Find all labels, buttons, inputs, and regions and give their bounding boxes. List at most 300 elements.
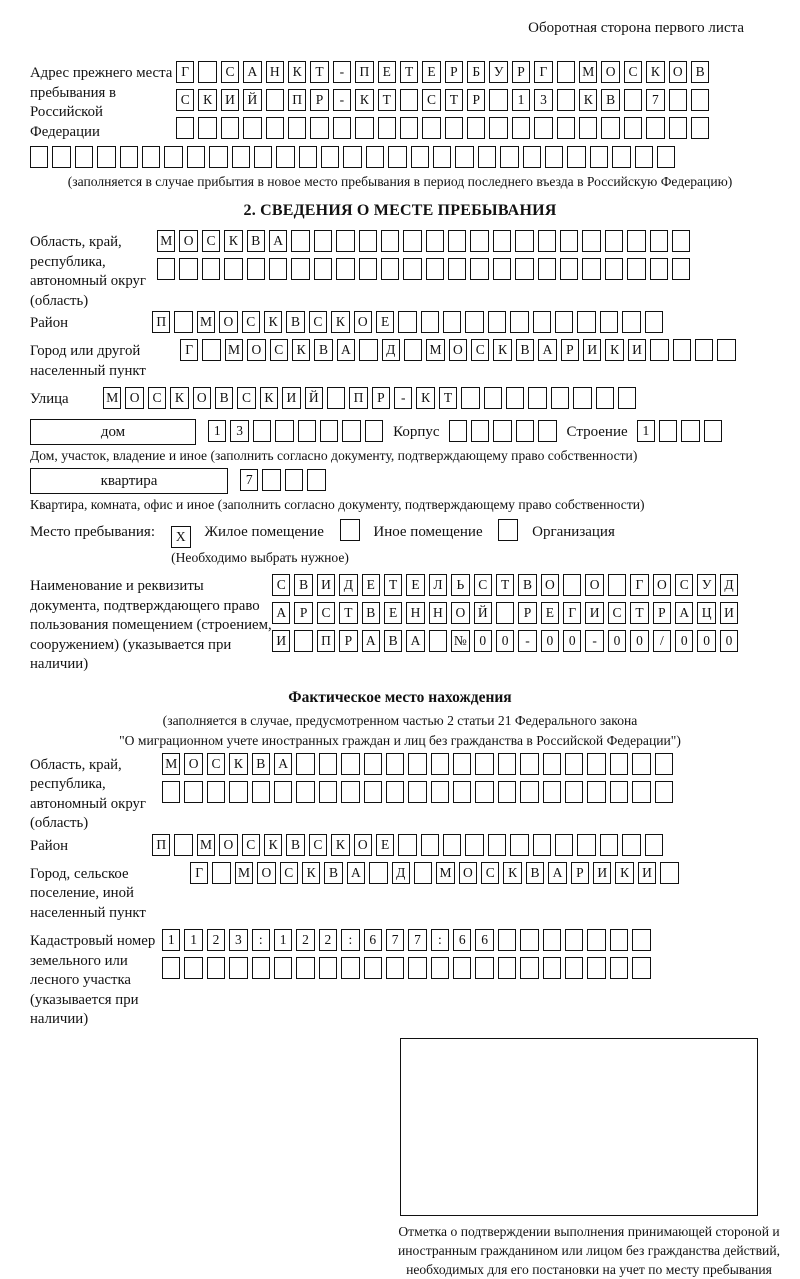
char-cell [400, 89, 418, 111]
document-row-3 [272, 630, 742, 654]
char-cell: - [585, 630, 603, 652]
char-cell [516, 420, 534, 442]
char-cell: С [148, 387, 166, 409]
char-cell: У [489, 61, 507, 83]
char-cell: К [416, 387, 434, 409]
char-cell: А [548, 862, 566, 884]
char-cell [198, 117, 216, 139]
char-cell: 7 [386, 929, 404, 951]
char-cell [443, 834, 461, 856]
actual-region-grid [162, 753, 677, 809]
char-cell [212, 862, 230, 884]
char-cell [314, 230, 332, 252]
char-cell [496, 602, 514, 624]
char-cell [448, 230, 466, 252]
stay-type-row [30, 519, 770, 548]
char-cell: С [675, 574, 693, 596]
char-cell: С [624, 61, 642, 83]
char-cell [612, 146, 630, 168]
char-cell: Е [376, 311, 394, 333]
stay-type-note: (Необходимо выбрать нужное) [171, 550, 349, 565]
char-cell [587, 929, 605, 951]
char-cell [319, 753, 337, 775]
char-cell [520, 753, 538, 775]
char-cell [364, 781, 382, 803]
char-cell: А [337, 339, 355, 361]
char-cell [381, 258, 399, 280]
char-cell [587, 957, 605, 979]
char-cell: Т [378, 89, 396, 111]
char-cell: : [431, 929, 449, 951]
char-cell: 0 [675, 630, 693, 652]
char-cell [624, 89, 642, 111]
char-cell [506, 387, 524, 409]
prev-address-row-3 [176, 117, 713, 141]
char-cell: О [451, 602, 469, 624]
char-cell: Г [563, 602, 581, 624]
district-label: Район [30, 315, 69, 331]
char-cell: П [349, 387, 367, 409]
char-cell: - [333, 89, 351, 111]
char-cell [291, 258, 309, 280]
char-cell: 0 [608, 630, 626, 652]
char-cell: 2 [207, 929, 225, 951]
char-cell: И [272, 630, 290, 652]
confirmation-stamp-box [400, 1038, 758, 1216]
char-cell: И [583, 339, 601, 361]
char-cell [691, 117, 709, 139]
char-cell [174, 834, 192, 856]
char-cell: № [451, 630, 469, 652]
char-cell [253, 420, 271, 442]
char-cell [717, 339, 735, 361]
char-cell [557, 117, 575, 139]
char-cell [567, 146, 585, 168]
char-cell [445, 117, 463, 139]
char-cell: О [585, 574, 603, 596]
document-row-1 [272, 574, 742, 598]
char-cell [573, 387, 591, 409]
char-cell [320, 420, 338, 442]
char-cell: О [247, 339, 265, 361]
char-cell: С [242, 834, 260, 856]
actual-location-title: Фактическое место нахождения [288, 688, 512, 706]
char-cell: 0 [496, 630, 514, 652]
char-cell [478, 146, 496, 168]
cadastral-grid [162, 929, 655, 985]
char-cell [426, 258, 444, 280]
char-cell: Д [392, 862, 410, 884]
char-cell: 0 [630, 630, 648, 652]
stroenie-label: Строение [566, 423, 628, 440]
char-cell: М [162, 753, 180, 775]
char-cell [381, 230, 399, 252]
char-cell: И [628, 339, 646, 361]
cadastral-row-2 [162, 957, 655, 981]
char-cell [202, 258, 220, 280]
document-grid [272, 574, 742, 658]
char-cell [498, 929, 516, 951]
char-cell [610, 781, 628, 803]
char-cell: Р [518, 602, 536, 624]
char-cell: М [197, 834, 215, 856]
char-cell [343, 146, 361, 168]
char-cell [209, 146, 227, 168]
char-cell: М [579, 61, 597, 83]
char-cell [207, 781, 225, 803]
char-cell: А [538, 339, 556, 361]
char-cell: М [157, 230, 175, 252]
char-cell: О [669, 61, 687, 83]
char-cell [533, 834, 551, 856]
actual-region-row-2 [162, 781, 677, 805]
char-cell: Е [378, 61, 396, 83]
char-cell: В [252, 753, 270, 775]
char-cell: Т [400, 61, 418, 83]
apartment-block [30, 468, 770, 494]
char-cell: К [579, 89, 597, 111]
char-cell: С [317, 602, 335, 624]
char-cell: - [394, 387, 412, 409]
actual-location-note-1: (заполняется в случае, предусмотренном частью 2 статьи 21 Федерального закона [162, 712, 638, 728]
char-cell: 6 [475, 929, 493, 951]
char-cell [528, 387, 546, 409]
char-cell [408, 957, 426, 979]
char-cell: 2 [319, 929, 337, 951]
region-row-1 [157, 230, 694, 254]
char-cell [252, 957, 270, 979]
char-cell [274, 957, 292, 979]
char-cell [448, 258, 466, 280]
char-cell [341, 957, 359, 979]
char-cell: К [170, 387, 188, 409]
char-cell: А [269, 230, 287, 252]
char-cell: П [152, 834, 170, 856]
region-grid [157, 230, 694, 286]
prev-address-row-1 [176, 61, 713, 85]
actual-region-row-1 [162, 753, 677, 777]
char-cell [655, 781, 673, 803]
residential-checkbox: X [171, 526, 191, 548]
char-cell [179, 258, 197, 280]
char-cell: 1 [512, 89, 530, 111]
char-cell [276, 146, 294, 168]
char-cell [336, 230, 354, 252]
char-cell [369, 862, 387, 884]
char-cell [453, 781, 471, 803]
char-cell: М [235, 862, 253, 884]
char-cell: Г [176, 61, 194, 83]
char-cell [475, 781, 493, 803]
char-cell [582, 230, 600, 252]
char-cell: Т [439, 387, 457, 409]
char-cell [274, 781, 292, 803]
house-block [30, 419, 770, 445]
stroenie-cells [637, 420, 727, 444]
char-cell [520, 929, 538, 951]
char-cell [388, 146, 406, 168]
char-cell [695, 339, 713, 361]
char-cell: К [605, 339, 623, 361]
prev-address-block [30, 61, 770, 145]
street-label: Улица [30, 391, 69, 407]
char-cell: К [264, 311, 282, 333]
char-cell [327, 387, 345, 409]
char-cell: С [422, 89, 440, 111]
char-cell [543, 753, 561, 775]
char-cell: - [333, 61, 351, 83]
char-cell [319, 957, 337, 979]
char-cell [551, 387, 569, 409]
char-cell [533, 311, 551, 333]
char-cell [422, 117, 440, 139]
char-cell [296, 753, 314, 775]
prev-address-row-2 [176, 89, 713, 113]
char-cell [364, 957, 382, 979]
char-cell: О [354, 311, 372, 333]
char-cell: П [355, 61, 373, 83]
char-cell [565, 781, 583, 803]
char-cell [449, 420, 467, 442]
char-cell: К [331, 311, 349, 333]
char-cell: О [179, 230, 197, 252]
char-cell [202, 339, 220, 361]
district-row [152, 311, 667, 335]
city-row [180, 339, 740, 363]
char-cell: О [449, 339, 467, 361]
char-cell: М [197, 311, 215, 333]
char-cell: М [225, 339, 243, 361]
char-cell: М [103, 387, 121, 409]
char-cell: И [317, 574, 335, 596]
char-cell [429, 630, 447, 652]
char-cell: С [474, 574, 492, 596]
char-cell: 2 [296, 929, 314, 951]
char-cell [632, 929, 650, 951]
char-cell [30, 146, 48, 168]
char-cell [243, 117, 261, 139]
region-label: Область, край, республика, автономный округ (область) [30, 234, 146, 309]
char-cell [310, 117, 328, 139]
char-cell: В [247, 230, 265, 252]
char-cell: В [362, 602, 380, 624]
actual-location-note-2: "О миграционном учете иностранных граждан и лиц без гражданства в Российской Федерации") [119, 732, 681, 748]
char-cell [443, 311, 461, 333]
char-cell [411, 146, 429, 168]
char-cell: Е [422, 61, 440, 83]
char-cell [650, 230, 668, 252]
char-cell [493, 258, 511, 280]
actual-district-label: Район [30, 837, 69, 854]
char-cell [622, 311, 640, 333]
actual-city-row [190, 862, 683, 886]
char-cell: И [282, 387, 300, 409]
char-cell: 3 [230, 420, 248, 442]
char-cell [610, 957, 628, 979]
char-cell [254, 146, 272, 168]
char-cell [414, 862, 432, 884]
char-cell [333, 117, 351, 139]
char-cell: К [292, 339, 310, 361]
char-cell: В [294, 574, 312, 596]
char-cell: 3 [229, 929, 247, 951]
char-cell [650, 339, 668, 361]
char-cell: Й [474, 602, 492, 624]
char-cell [659, 420, 677, 442]
char-cell: 1 [637, 420, 655, 442]
char-cell: / [653, 630, 671, 652]
char-cell [465, 311, 483, 333]
char-cell [162, 957, 180, 979]
char-cell [498, 957, 516, 979]
char-cell [266, 89, 284, 111]
char-cell [565, 753, 583, 775]
char-cell: Р [294, 602, 312, 624]
char-cell [555, 311, 573, 333]
char-cell [266, 117, 284, 139]
char-cell: С [481, 862, 499, 884]
char-cell [632, 957, 650, 979]
char-cell: : [341, 929, 359, 951]
char-cell: 1 [274, 929, 292, 951]
char-cell: Е [384, 602, 402, 624]
char-cell: Е [376, 834, 394, 856]
char-cell: О [354, 834, 372, 856]
char-cell [560, 258, 578, 280]
char-cell: А [274, 753, 292, 775]
char-cell [587, 781, 605, 803]
apartment-label-box: квартира [30, 468, 228, 494]
char-cell [232, 146, 250, 168]
char-cell: К [264, 834, 282, 856]
char-cell: О [184, 753, 202, 775]
char-cell [426, 230, 444, 252]
char-cell: Г [190, 862, 208, 884]
char-cell [470, 230, 488, 252]
prev-address-note: (заполняется в случае прибытия в новое место пребывания в период последнего въезда в Российскую Федерацию) [67, 174, 733, 189]
char-cell: Е [362, 574, 380, 596]
char-cell: М [436, 862, 454, 884]
char-cell [618, 387, 636, 409]
char-cell [365, 420, 383, 442]
char-cell [342, 420, 360, 442]
char-cell [336, 258, 354, 280]
char-cell: О [219, 311, 237, 333]
char-cell [467, 117, 485, 139]
char-cell [307, 469, 325, 491]
other-premises-option-label: Иное помещение [373, 524, 483, 540]
char-cell [421, 834, 439, 856]
char-cell [498, 781, 516, 803]
char-cell: К [288, 61, 306, 83]
char-cell: : [252, 929, 270, 951]
char-cell: Ь [451, 574, 469, 596]
char-cell: 0 [541, 630, 559, 652]
char-cell [403, 230, 421, 252]
char-cell: С [309, 834, 327, 856]
char-cell [610, 929, 628, 951]
char-cell: 1 [208, 420, 226, 442]
char-cell: Р [561, 339, 579, 361]
char-cell: К [302, 862, 320, 884]
char-cell [120, 146, 138, 168]
char-cell [431, 753, 449, 775]
char-cell: С [237, 387, 255, 409]
prev-address-grid [176, 61, 713, 145]
char-cell: В [314, 339, 332, 361]
char-cell [510, 834, 528, 856]
cadastral-block [30, 929, 770, 1030]
char-cell: В [601, 89, 619, 111]
house-label-box: дом [30, 419, 196, 445]
char-cell [296, 781, 314, 803]
char-cell: Д [720, 574, 738, 596]
char-cell: Ц [697, 602, 715, 624]
char-cell [610, 753, 628, 775]
char-cell [650, 258, 668, 280]
char-cell: А [406, 630, 424, 652]
char-cell [431, 957, 449, 979]
char-cell [605, 230, 623, 252]
region-row-2 [157, 258, 694, 282]
char-cell: Р [512, 61, 530, 83]
char-cell: 3 [534, 89, 552, 111]
char-cell [403, 258, 421, 280]
char-cell [582, 258, 600, 280]
char-cell: Г [180, 339, 198, 361]
char-cell [510, 311, 528, 333]
char-cell [398, 834, 416, 856]
char-cell: 7 [240, 469, 258, 491]
char-cell: О [601, 61, 619, 83]
organization-option-label: Организация [532, 524, 615, 540]
char-cell [484, 387, 502, 409]
char-cell [489, 117, 507, 139]
char-cell [433, 146, 451, 168]
char-cell [386, 957, 404, 979]
char-cell [488, 311, 506, 333]
region-block [30, 230, 770, 311]
char-cell: С [270, 339, 288, 361]
char-cell: Т [310, 61, 328, 83]
char-cell: П [317, 630, 335, 652]
char-cell: Н [429, 602, 447, 624]
char-cell: Р [571, 862, 589, 884]
char-cell [672, 230, 690, 252]
char-cell [520, 781, 538, 803]
char-cell [555, 834, 573, 856]
char-cell: П [152, 311, 170, 333]
char-cell: В [286, 834, 304, 856]
char-cell [285, 469, 303, 491]
actual-city-label: Город, сельское поселение, иной населенный пункт [30, 865, 146, 921]
street-block [30, 387, 770, 415]
char-cell [291, 230, 309, 252]
char-cell: С [176, 89, 194, 111]
char-cell [187, 146, 205, 168]
char-cell [471, 420, 489, 442]
char-cell [475, 753, 493, 775]
char-cell [262, 469, 280, 491]
char-cell: Р [339, 630, 357, 652]
char-cell [378, 117, 396, 139]
char-cell [229, 781, 247, 803]
prev-address-label: Адрес прежнего места пребывания в Российской Федерации [30, 65, 173, 140]
char-cell: Р [467, 89, 485, 111]
char-cell [600, 311, 618, 333]
actual-region-block [30, 753, 770, 834]
char-cell [299, 146, 317, 168]
